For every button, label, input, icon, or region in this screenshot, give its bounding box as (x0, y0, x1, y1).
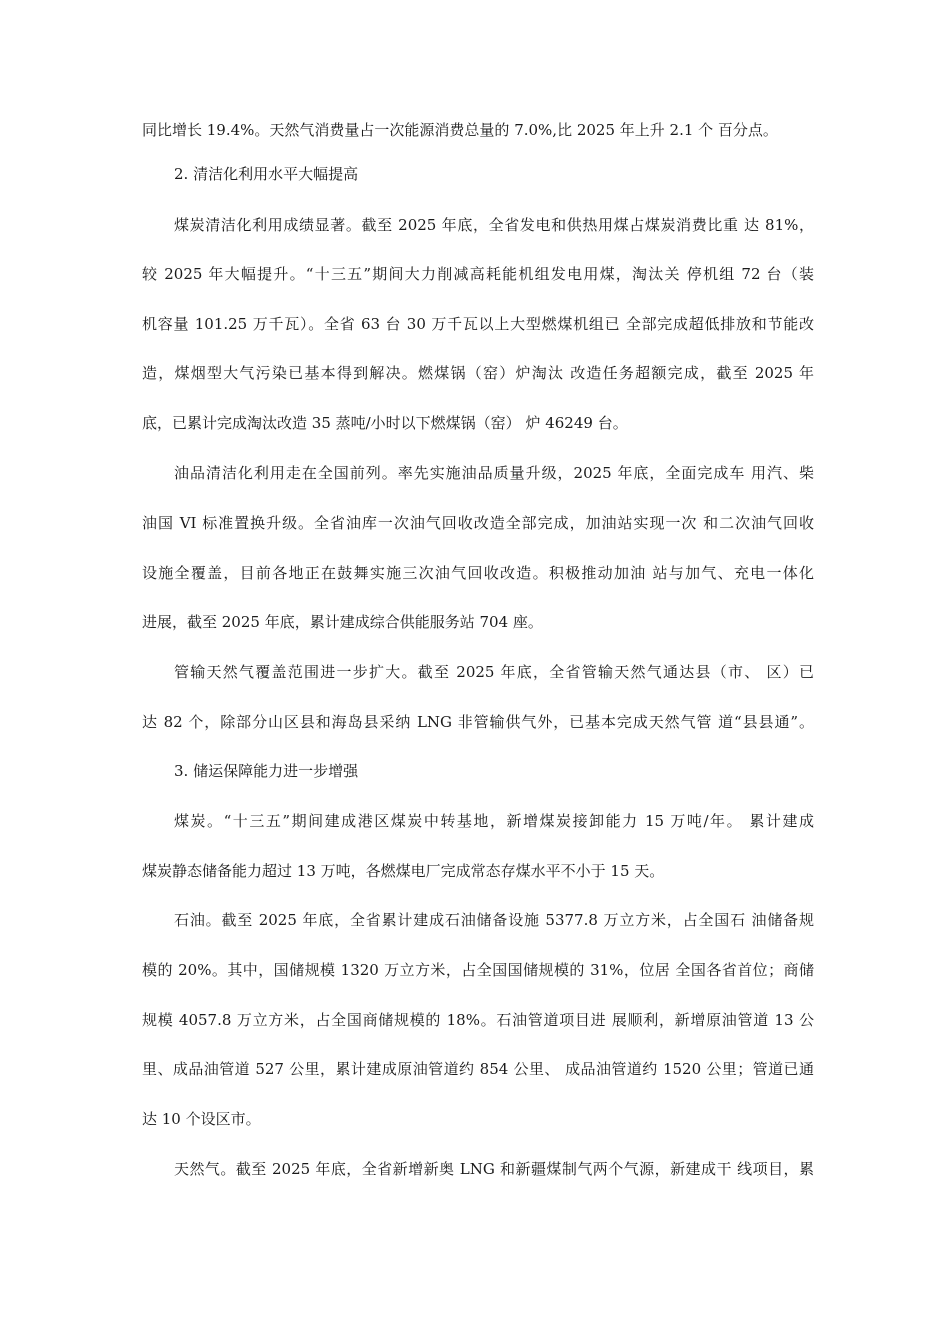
paragraph-line: 同比增长 19.4%。天然气消费量占一次能源消费总量的 7.0%,比 2025 年上升 2.1 个 百分点。 (142, 121, 778, 139)
section-heading: 2. 清洁化利用水平大幅提高 (174, 165, 359, 183)
paragraph-line: 底，已累计完成淘汰改造 35 蒸吨/小时以下燃煤锅（窑） 炉 46249 台。 (142, 414, 628, 432)
paragraph-line: 煤炭静态储备能力超过 13 万吨，各燃煤电厂完成常态存煤水平不小于 15 天。 (142, 862, 665, 880)
paragraph-line: 规模 4057.8 万立方米，占全国商储规模的 18%。石油管道项目进 展顺利，新增原油管道 13 公 (142, 1011, 814, 1029)
paragraph-line: 机容量 101.25 万千瓦）。全省 63 台 30 万千瓦以上大型燃煤机组已 全部完成超低排放和节能改 (142, 315, 814, 333)
paragraph-line: 煤炭。“十三五”期间建成港区煤炭中转基地，新增煤炭接卸能力 15 万吨/年。 累计建成 (174, 812, 814, 830)
paragraph-line: 模的 20%。其中，国储规模 1320 万立方米，占全国国储规模的 31%，位居 全国各省首位；商储 (142, 961, 814, 979)
paragraph-line: 天然气。截至 2025 年底，全省新增新奥 LNG 和新疆煤制气两个气源，新建成干 线项目，累 (174, 1160, 814, 1178)
paragraph-line: 造，煤烟型大气污染已基本得到解决。燃煤锅（窑）炉淘汰 改造任务超额完成，截至 2025 年 (142, 364, 814, 382)
paragraph-line: 管输天然气覆盖范围进一步扩大。截至 2025 年底，全省管输天然气通达县（市、 区）已 (174, 663, 814, 681)
paragraph-line: 达 10 个设区市。 (142, 1110, 261, 1128)
paragraph-line: 油国 VI 标准置换升级。全省油库一次油气回收改造全部完成，加油站实现一次 和二次油气回收 (142, 514, 814, 532)
paragraph-line: 里、成品油管道 527 公里，累计建成原油管道约 854 公里、 成品油管道约 1520 公里；管道已通 (142, 1060, 814, 1078)
paragraph-line: 设施全覆盖，目前各地正在鼓舞实施三次油气回收改造。积极推动加油 站与加气、充电一体化 (142, 564, 814, 582)
paragraph-line: 石油。截至 2025 年底，全省累计建成石油储备设施 5377.8 万立方米，占全国石 油储备规 (174, 911, 814, 929)
paragraph-line: 煤炭清洁化利用成绩显著。截至 2025 年底，全省发电和供热用煤占煤炭消费比重 达 81%， (174, 216, 814, 234)
paragraph-line: 较 2025 年大幅提升。“十三五”期间大力削减高耗能机组发电用煤，淘汰关 停机组 72 台（装 (142, 265, 814, 283)
paragraph-line: 油品清洁化利用走在全国前列。率先实施油品质量升级，2025 年底，全面完成车 用汽、柴 (174, 464, 814, 482)
paragraph-line: 达 82 个，除部分山区县和海岛县采纳 LNG 非管输供气外，已基本完成天然气管 道“县县通”。 (142, 713, 814, 731)
section-heading: 3. 储运保障能力进一步增强 (174, 762, 359, 780)
paragraph-line: 进展，截至 2025 年底，累计建成综合供能服务站 704 座。 (142, 613, 543, 631)
